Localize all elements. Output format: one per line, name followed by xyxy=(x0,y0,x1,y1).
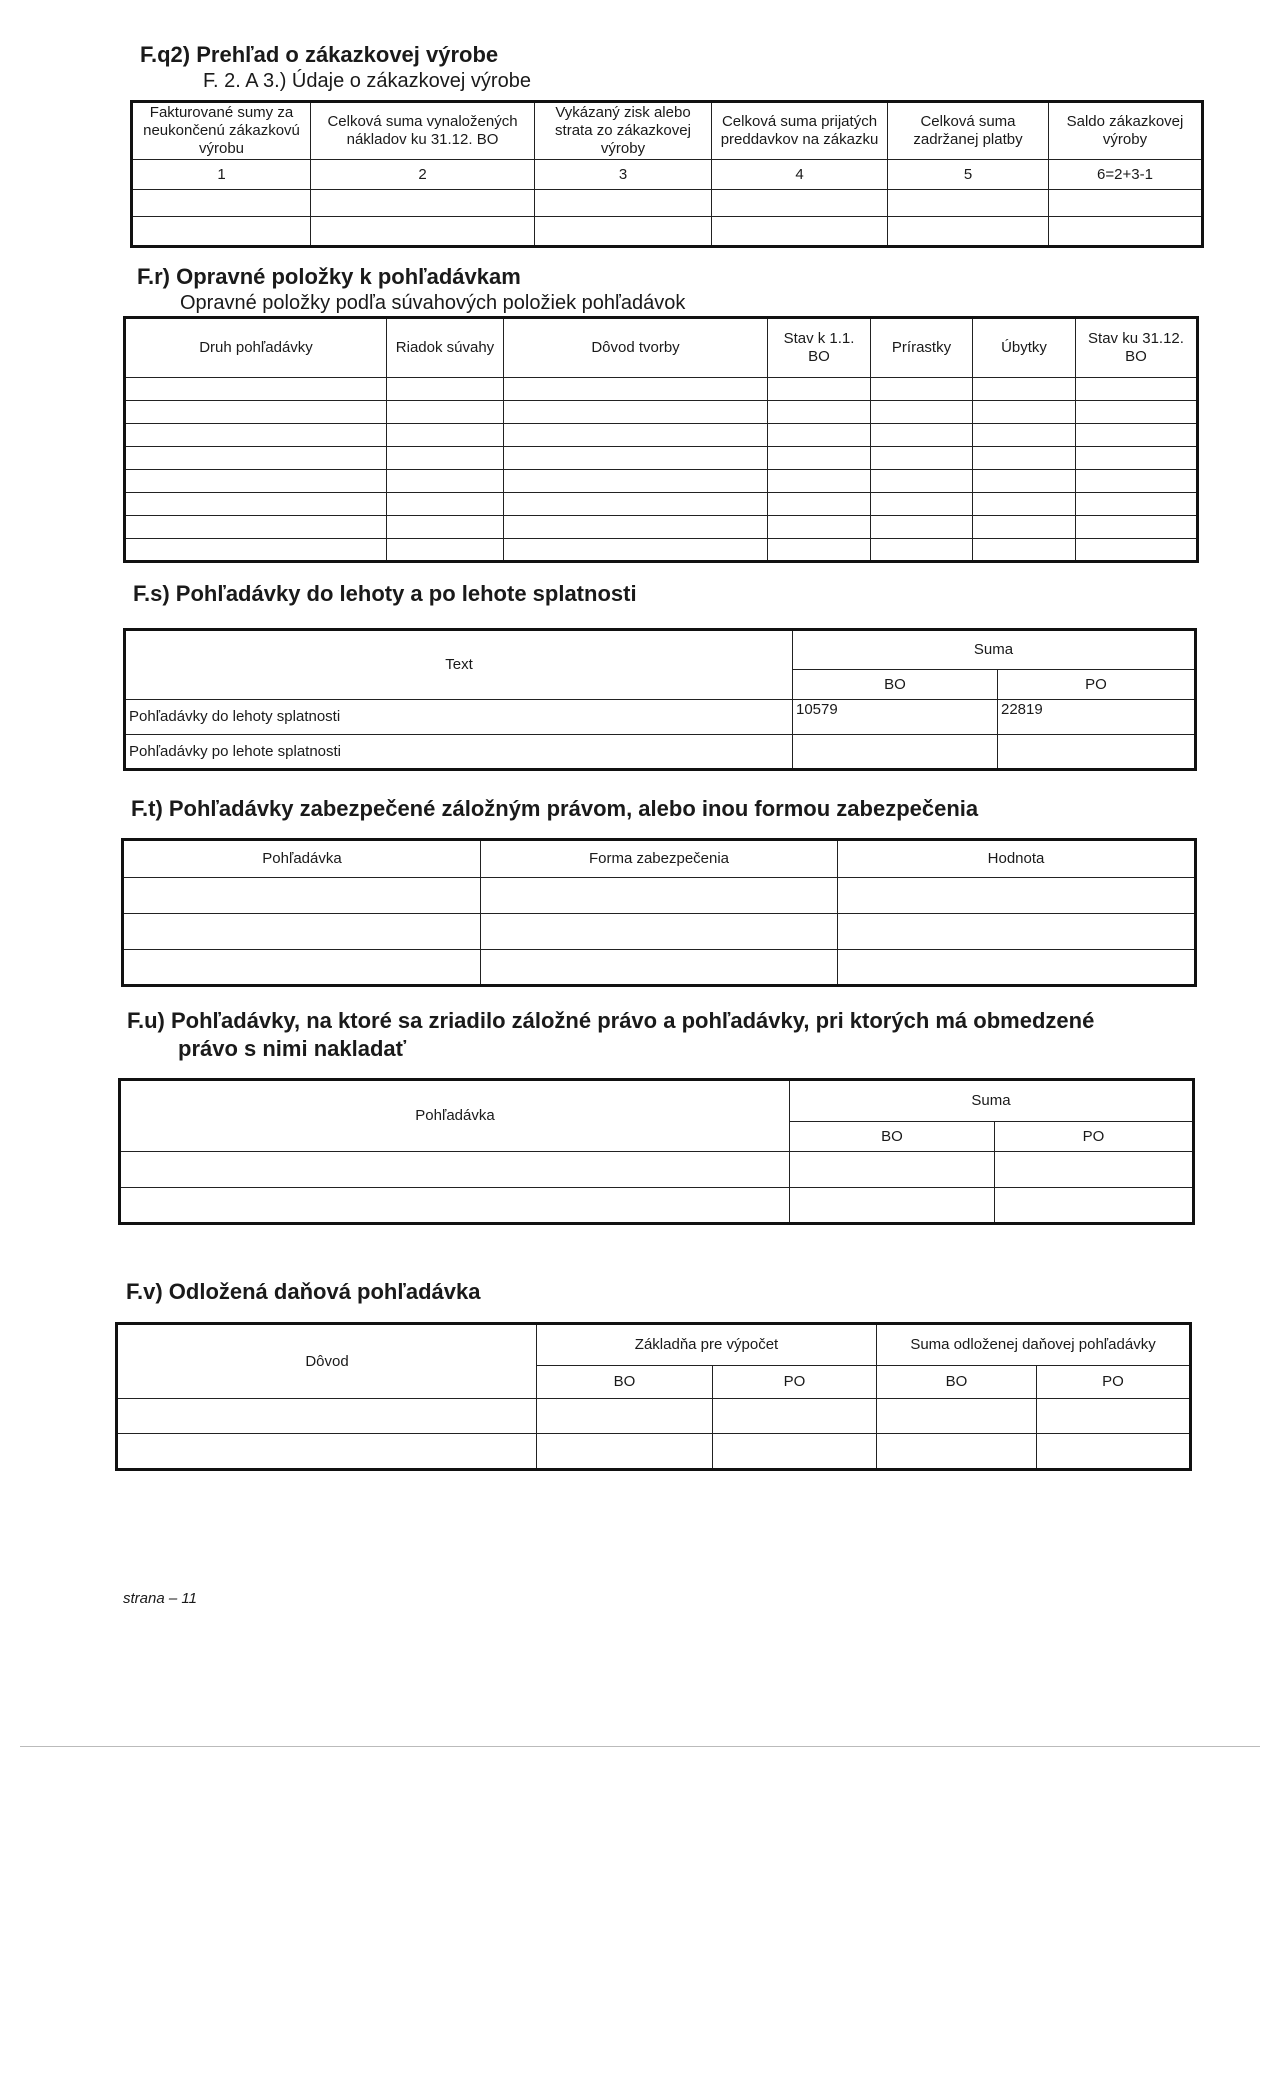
cell[interactable] xyxy=(973,470,1076,493)
cell[interactable] xyxy=(123,950,481,986)
cell[interactable] xyxy=(537,1434,713,1470)
cell[interactable] xyxy=(504,424,768,447)
cell[interactable] xyxy=(481,914,838,950)
cell[interactable] xyxy=(504,447,768,470)
column-number-row xyxy=(132,160,1203,190)
cell[interactable] xyxy=(973,493,1076,516)
column-header-bo: BO xyxy=(537,1366,713,1399)
cell[interactable] xyxy=(871,470,973,493)
cell[interactable] xyxy=(125,378,387,401)
column-header: Prírastky xyxy=(871,318,973,378)
cell[interactable] xyxy=(481,950,838,986)
cell[interactable] xyxy=(1037,1399,1191,1434)
cell[interactable] xyxy=(838,878,1196,914)
table-row xyxy=(123,914,1196,950)
column-header: Úbytky xyxy=(973,318,1076,378)
table-row xyxy=(125,516,1198,539)
table-row xyxy=(117,1399,1191,1434)
cell[interactable] xyxy=(387,424,504,447)
cell[interactable] xyxy=(125,424,387,447)
cell[interactable] xyxy=(768,401,871,424)
section-title-fu-line2: právo s nimi nakladať xyxy=(178,1036,407,1061)
column-header: Celková suma prijatých preddavkov na zákazku xyxy=(712,102,888,160)
cell[interactable] xyxy=(871,401,973,424)
cell[interactable] xyxy=(387,539,504,562)
cell[interactable] xyxy=(504,516,768,539)
column-header-bo: BO xyxy=(877,1366,1037,1399)
cell[interactable] xyxy=(973,447,1076,470)
cell-po[interactable]: 22819 xyxy=(998,700,1196,735)
column-header-po: PO xyxy=(713,1366,877,1399)
cell[interactable] xyxy=(973,516,1076,539)
cell[interactable] xyxy=(877,1399,1037,1434)
section-title-fv: F.v) Odložená daňová pohľadávka xyxy=(126,1279,481,1304)
table-row xyxy=(123,878,1196,914)
cell[interactable] xyxy=(311,190,535,217)
cell[interactable] xyxy=(125,447,387,470)
column-header: Stav ku 31.12. BO xyxy=(1076,318,1198,378)
table-row xyxy=(120,1152,1194,1188)
cell[interactable] xyxy=(1076,401,1198,424)
column-header-suma: Suma xyxy=(790,1080,1194,1122)
cell[interactable] xyxy=(871,424,973,447)
cell[interactable] xyxy=(768,539,871,562)
cell[interactable] xyxy=(888,217,1049,247)
cell[interactable] xyxy=(1049,190,1203,217)
section-title-fu: F.u) Pohľadávky, na ktoré sa zriadilo záložné právo a pohľadávky, pri ktorých má obmedzené xyxy=(127,1008,1095,1033)
cell[interactable] xyxy=(504,401,768,424)
table-row xyxy=(125,493,1198,516)
column-number: 1 xyxy=(132,160,311,190)
section-subtitle-fq2: F. 2. A 3.) Údaje o zákazkovej výrobe xyxy=(203,70,531,92)
cell[interactable] xyxy=(973,378,1076,401)
table-row xyxy=(125,401,1198,424)
column-header-suma-odlozenej: Suma odloženej daňovej pohľadávky xyxy=(877,1324,1191,1366)
cell[interactable] xyxy=(504,470,768,493)
cell[interactable] xyxy=(995,1152,1194,1188)
column-header: Pohľadávka xyxy=(123,840,481,878)
cell[interactable] xyxy=(311,217,535,247)
cell[interactable] xyxy=(120,1188,790,1224)
section-title-fs: F.s) Pohľadávky do lehoty a po lehote splatnosti xyxy=(133,581,637,606)
cell[interactable] xyxy=(387,470,504,493)
row-label: Pohľadávky po lehote splatnosti xyxy=(125,735,793,770)
cell[interactable] xyxy=(125,401,387,424)
cell[interactable] xyxy=(1049,217,1203,247)
cell[interactable] xyxy=(123,914,481,950)
cell[interactable] xyxy=(712,190,888,217)
cell[interactable] xyxy=(1076,447,1198,470)
cell[interactable] xyxy=(713,1434,877,1470)
table-row xyxy=(132,190,1203,217)
column-header: Forma zabezpečenia xyxy=(481,840,838,878)
cell[interactable] xyxy=(125,516,387,539)
column-header-bo: BO xyxy=(790,1122,995,1152)
cell[interactable] xyxy=(838,914,1196,950)
table-row xyxy=(132,217,1203,247)
table-ft xyxy=(121,838,1197,987)
cell[interactable] xyxy=(1076,424,1198,447)
cell[interactable] xyxy=(871,493,973,516)
cell[interactable] xyxy=(871,539,973,562)
cell[interactable] xyxy=(125,539,387,562)
section-title-fr: F.r) Opravné položky k pohľadávkam xyxy=(137,264,521,289)
cell[interactable] xyxy=(123,878,481,914)
cell-po[interactable] xyxy=(998,735,1196,770)
column-header-zakladna: Základňa pre výpočet xyxy=(537,1324,877,1366)
cell[interactable] xyxy=(768,378,871,401)
table-row xyxy=(123,950,1196,986)
cell[interactable] xyxy=(117,1434,537,1470)
cell[interactable] xyxy=(535,190,712,217)
cell[interactable] xyxy=(1076,378,1198,401)
cell[interactable] xyxy=(712,217,888,247)
cell[interactable] xyxy=(995,1188,1194,1224)
cell[interactable] xyxy=(1076,493,1198,516)
column-header-po: PO xyxy=(998,670,1196,700)
table-row xyxy=(125,378,1198,401)
cell[interactable] xyxy=(504,539,768,562)
cell[interactable] xyxy=(768,493,871,516)
cell[interactable] xyxy=(973,424,1076,447)
table-fs xyxy=(123,628,1197,771)
cell[interactable] xyxy=(768,516,871,539)
table-fv xyxy=(115,1322,1192,1471)
cell[interactable] xyxy=(888,190,1049,217)
column-header: Fakturované sumy za neukončenú zákazkovú výrobu xyxy=(132,102,311,160)
cell[interactable] xyxy=(973,401,1076,424)
column-header-suma: Suma xyxy=(793,630,1196,670)
row-label: Pohľadávky do lehoty splatnosti xyxy=(125,700,793,735)
table-fu xyxy=(118,1078,1195,1225)
cell[interactable] xyxy=(768,424,871,447)
cell[interactable] xyxy=(125,470,387,493)
table-row xyxy=(125,539,1198,562)
cell[interactable] xyxy=(838,950,1196,986)
table-header-row xyxy=(132,102,1203,160)
column-header: Stav k 1.1. BO xyxy=(768,318,871,378)
cell[interactable] xyxy=(117,1399,537,1434)
column-header: Saldo zákazkovej výroby xyxy=(1049,102,1203,160)
cell[interactable] xyxy=(790,1152,995,1188)
cell[interactable] xyxy=(1076,539,1198,562)
table-row xyxy=(125,470,1198,493)
cell[interactable] xyxy=(387,378,504,401)
table-row xyxy=(125,735,1196,770)
column-number: 5 xyxy=(888,160,1049,190)
column-header: Riadok súvahy xyxy=(387,318,504,378)
column-header: Druh pohľadávky xyxy=(125,318,387,378)
column-header-bo: BO xyxy=(793,670,998,700)
table-row xyxy=(125,447,1198,470)
table-fr xyxy=(123,316,1199,563)
cell[interactable] xyxy=(973,539,1076,562)
section-title-fq2: F.q2) Prehľad o zákazkovej výrobe xyxy=(140,42,499,67)
cell-bo[interactable]: 10579 xyxy=(793,700,998,735)
column-header-po: PO xyxy=(995,1122,1194,1152)
cell[interactable] xyxy=(387,493,504,516)
column-header-text: Text xyxy=(125,630,793,700)
table-header-row xyxy=(123,840,1196,878)
cell[interactable] xyxy=(871,378,973,401)
cell[interactable] xyxy=(1076,516,1198,539)
cell[interactable] xyxy=(535,217,712,247)
cell[interactable] xyxy=(132,217,311,247)
column-number: 2 xyxy=(311,160,535,190)
cell[interactable] xyxy=(387,516,504,539)
cell[interactable] xyxy=(871,516,973,539)
table-row xyxy=(125,700,1196,735)
cell[interactable] xyxy=(768,470,871,493)
cell[interactable] xyxy=(132,190,311,217)
column-header: Dôvod tvorby xyxy=(504,318,768,378)
cell[interactable] xyxy=(713,1399,877,1434)
cell[interactable] xyxy=(125,493,387,516)
page-number: strana – 11 xyxy=(123,1590,197,1607)
cell[interactable] xyxy=(1076,470,1198,493)
cell[interactable] xyxy=(877,1434,1037,1470)
column-number: 4 xyxy=(712,160,888,190)
cell[interactable] xyxy=(504,493,768,516)
section-title-ft: F.t) Pohľadávky zabezpečené záložným právom, alebo inou formou zabezpečenia xyxy=(131,796,979,821)
page-edge-divider xyxy=(20,1746,1260,1747)
column-number: 3 xyxy=(535,160,712,190)
cell[interactable] xyxy=(790,1188,995,1224)
column-header: Celková suma zadržanej platby xyxy=(888,102,1049,160)
column-header: Celková suma vynaložených nákladov ku 31.12. BO xyxy=(311,102,535,160)
cell[interactable] xyxy=(537,1399,713,1434)
cell[interactable] xyxy=(504,378,768,401)
column-number: 6=2+3-1 xyxy=(1049,160,1203,190)
cell[interactable] xyxy=(120,1152,790,1188)
cell-bo[interactable] xyxy=(793,735,998,770)
cell[interactable] xyxy=(387,401,504,424)
cell[interactable] xyxy=(1037,1434,1191,1470)
column-header: Hodnota xyxy=(838,840,1196,878)
table-row xyxy=(117,1434,1191,1470)
table-row xyxy=(125,424,1198,447)
section-subtitle-fr: Opravné položky podľa súvahových položiek pohľadávok xyxy=(180,292,686,314)
cell[interactable] xyxy=(481,878,838,914)
cell[interactable] xyxy=(871,447,973,470)
table-header-row xyxy=(125,318,1198,378)
cell[interactable] xyxy=(768,447,871,470)
column-header: Vykázaný zisk alebo strata zo zákazkovej výroby xyxy=(535,102,712,160)
column-header-po: PO xyxy=(1037,1366,1191,1399)
column-header-pohladavka: Pohľadávka xyxy=(120,1080,790,1152)
cell[interactable] xyxy=(387,447,504,470)
table-fq2 xyxy=(130,100,1204,248)
table-row xyxy=(120,1188,1194,1224)
column-header-dovod: Dôvod xyxy=(117,1324,537,1399)
